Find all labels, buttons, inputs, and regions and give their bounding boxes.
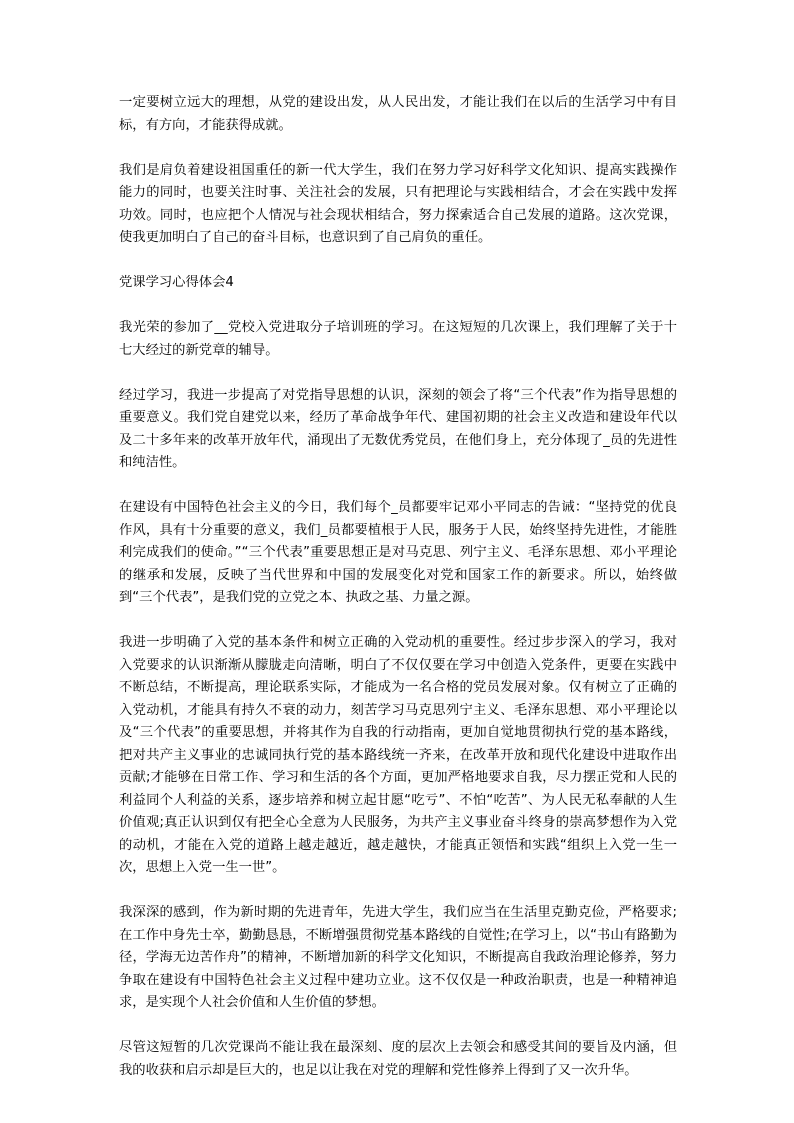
paragraph-three-represents: 在建设有中国特色社会主义的今日，我们每个_员都要牢记邓小平同志的告诫：“坚持党的优良作风，具有十分重要的意义，我们_员都要植根于人民，服务于人民，始终坚持先进性，才能胜利完成我们的使命。”“三个代表”重要思想正是对马克思、列宁主义、毛泽东思想、邓小平理论的继承和发展，反映了当代世界和中国的发展变化对党和国家工作的新要求。所以，始终做到“三个代表”，是我们党的立党之本、执政之基、力量之源。 — [119, 500, 677, 605]
paragraph-training: 我光荣的参加了__党校入党进取分子培训班的学习。在这短短的几次课上，我们理解了关于十七大经过的新党章的辅导。 — [119, 320, 677, 358]
paragraph-guiding-ideology: 经过学习，我进一步提高了对党指导思想的认识，深刻的领会了将“三个代表”作为指导思想的重要意义。我们党自建党以来，经历了革命战争年代、建国初期的社会主义改造和建设年代以及二十多年来的改革开放年代，涌现出了无数优秀党员，在他们身上，充分体现了_员的先进性和纯洁性。 — [119, 387, 677, 470]
document-page — [119, 92, 677, 1105]
paragraph-feelings: 我深深的感到，作为新时期的先进青年，先进大学生，我们应当在生活里克勤克俭，严格要求;在工作中身先士卒，勤勤恳恳，不断增强贯彻党基本路线的自觉性;在学习上，以“书山有路勤为径，学海无边苦作舟”的精神，不断增加新的科学文化知识，不断提高自我政治理论修养，努力争取在建设有中国特色社会主义过程中建功立业。这不仅仅是一种政治职责，也是一种精神追求，是实现个人社会价值和人生价值的梦想。 — [119, 905, 677, 1010]
paragraph-conclusion: 尽管这短暂的几次党课尚不能让我在最深刻、度的层次上去领会和感受其间的要旨及内涵，但我的收获和启示却是巨大的，也足以让我在对党的理解和党性修养上得到了又一次升华。 — [119, 1040, 677, 1078]
paragraph-responsibility: 我们是肩负着建设祖国重任的新一代大学生，我们在努力学习好科学文化知识、提高实践操作能力的同时，也要关注时事、关注社会的发展，只有把理论与实践相结合，才会在实践中发挥功效。同时，也应把个人情况与社会现状相结合，努力探索适合自己发展的道路。这次党课，使我更加明白了自己的奋斗目标，也意识到了自己肩负的重任。 — [119, 162, 677, 245]
paragraph-motivation: 我进一步明确了入党的基本条件和树立正确的入党动机的重要性。经过步步深入的学习，我对入党要求的认识渐渐从朦胧走向清晰，明白了不仅仅要在学习中创造入党条件，更要在实践中不断总结，不断提高，理论联系实际，才能成为一名合格的党员发展对象。仅有树立了正确的入党动机，才能具有持久不衰的动力，刻苦学习马克思列宁主义、毛泽东思想、邓小平理论以及“三个代表”的重要思想，并将其作为自我的行动指南，更加自觉地贯彻执行党的基本路线，把对共产主义事业的忠诚同执行党的基本路线统一齐来，在改革开放和现代化建设中进取作出贡献;才能够在日常工作、学习和生活的各个方面，更加严格地要求自我，尽力摆正党和人民的利益同个人利益的关系，逐步培养和树立起甘愿“吃亏”、不怕“吃苦”、为人民无私奉献的人生价值观;真正认识到仅有把全心全意为人民服务，为共产主义事业奋斗终身的崇高梦想作为入党的动机，才能在入党的道路上越走越近，越走越快，才能真正领悟和实践“组织上入党一生一次，思想上入党一生一世”。 — [119, 635, 677, 875]
section-heading: 党课学习心得体会4 — [119, 275, 234, 290]
paragraph-ideal: 一定要树立远大的理想，从党的建设出发，从人民出发，才能让我们在以后的生活学习中有目标，有方向，才能获得成就。 — [119, 95, 677, 133]
